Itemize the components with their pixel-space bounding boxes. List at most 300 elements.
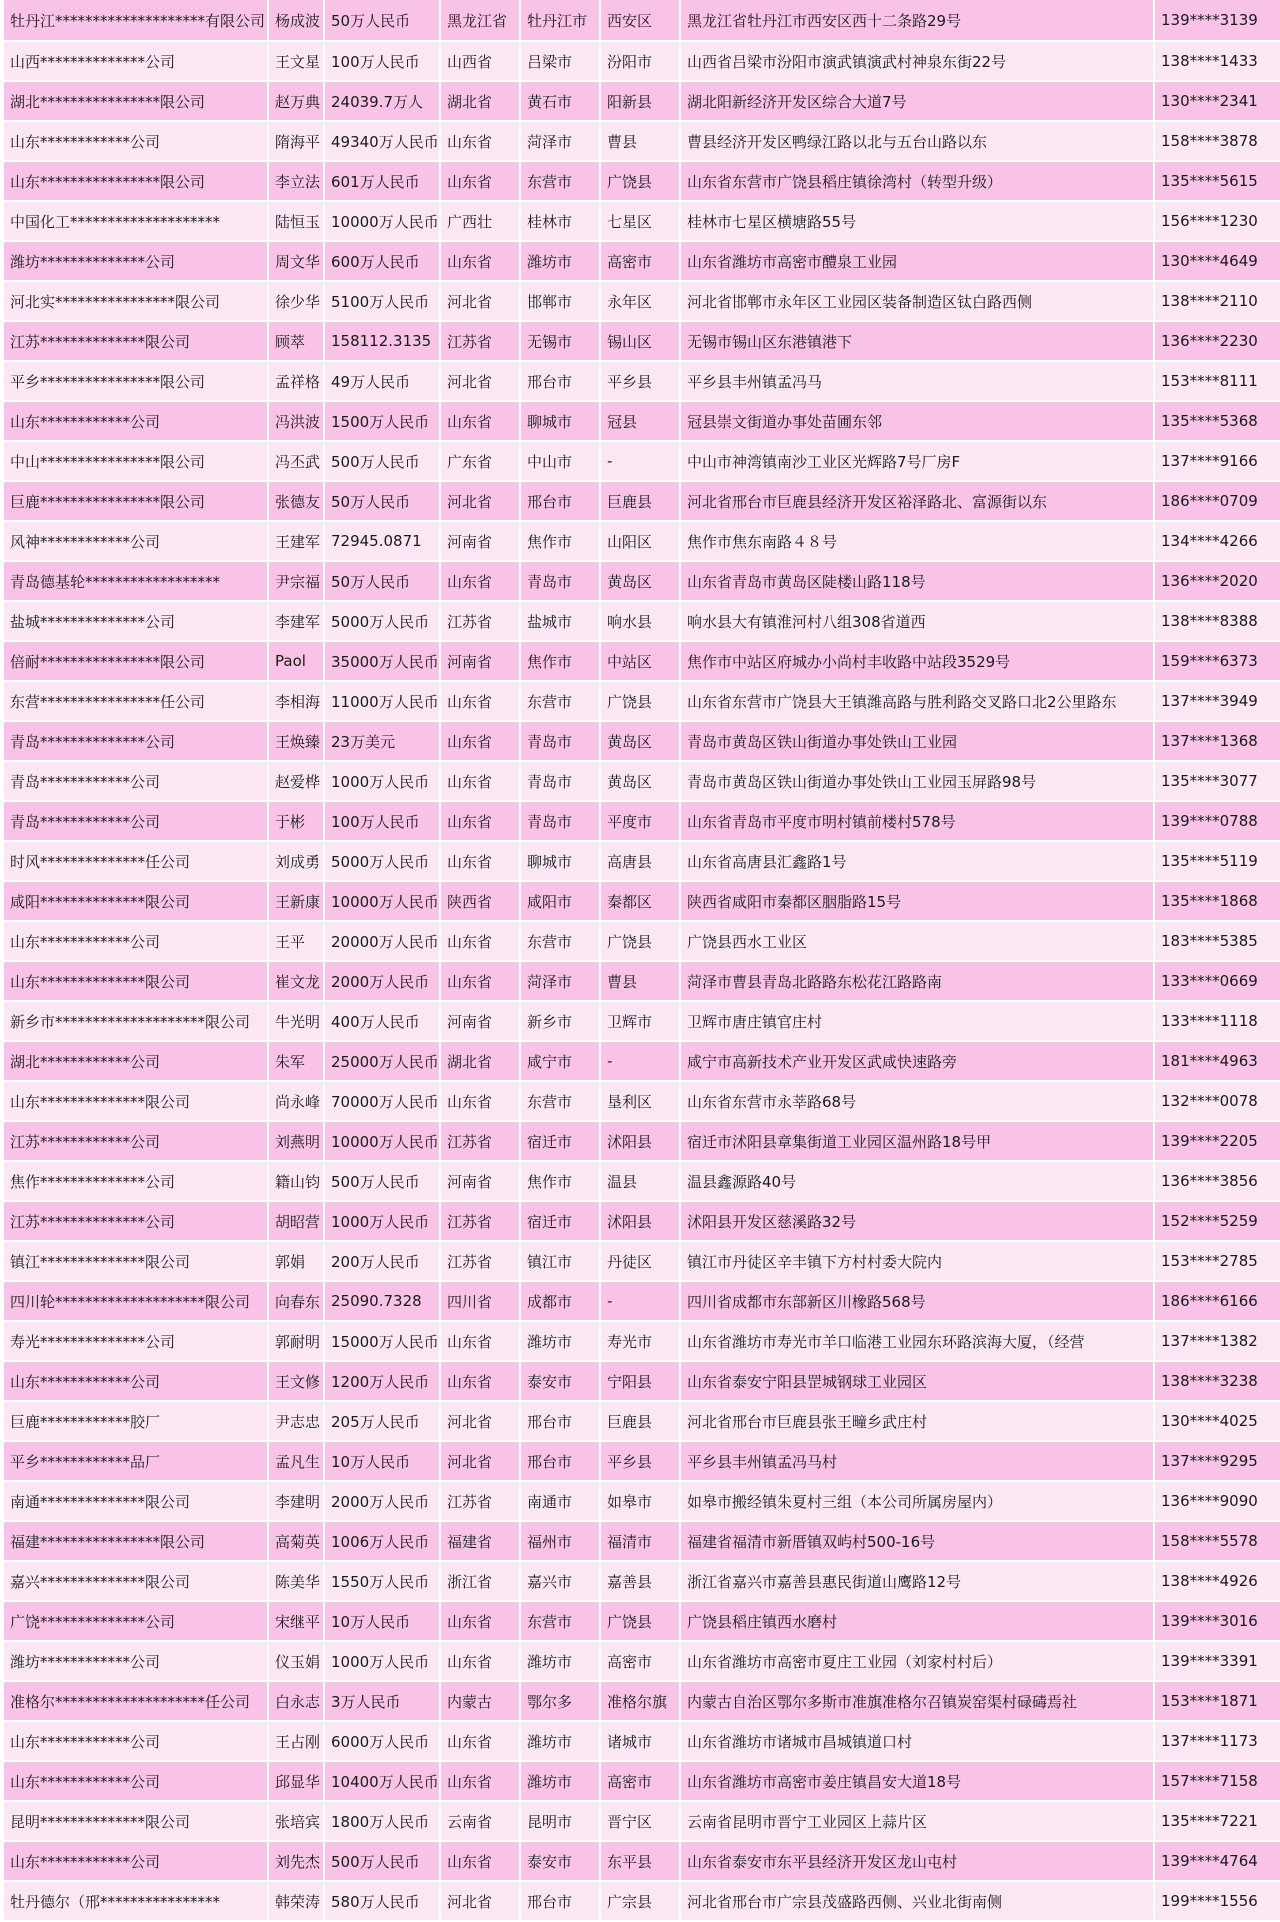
registered-capital-cell: 5000万人民币 bbox=[325, 602, 439, 642]
legal-rep-cell: 陆恒玉 bbox=[269, 202, 323, 242]
phone-cell: 156****1230 bbox=[1155, 202, 1280, 242]
phone-cell: 139****2205 bbox=[1155, 1122, 1280, 1162]
province-cell: 江苏省 bbox=[441, 602, 519, 642]
district-cell: 锡山区 bbox=[601, 322, 679, 362]
city-cell: 泰安市 bbox=[521, 1842, 599, 1882]
company-name-cell: 南通**************限公司 bbox=[4, 1482, 267, 1522]
company-name-cell: 山东****************限公司 bbox=[4, 162, 267, 202]
table-row bbox=[4, 682, 1280, 722]
legal-rep-cell: 王焕臻 bbox=[269, 722, 323, 762]
legal-rep-cell: 王占刚 bbox=[269, 1722, 323, 1762]
phone-cell: 130****2341 bbox=[1155, 82, 1280, 122]
province-cell: 山东省 bbox=[441, 962, 519, 1002]
phone-cell: 153****2785 bbox=[1155, 1242, 1280, 1282]
phone-cell: 130****4025 bbox=[1155, 1402, 1280, 1442]
province-cell: 山东省 bbox=[441, 1642, 519, 1682]
registered-capital-cell: 500万人民币 bbox=[325, 1842, 439, 1882]
city-cell: 焦作市 bbox=[521, 522, 599, 562]
phone-cell: 132****0078 bbox=[1155, 1082, 1280, 1122]
company-name-cell: 湖北****************限公司 bbox=[4, 82, 267, 122]
phone-cell: 136****2230 bbox=[1155, 322, 1280, 362]
company-name-cell: 山东************公司 bbox=[4, 1722, 267, 1762]
legal-rep-cell: 牛光明 bbox=[269, 1002, 323, 1042]
phone-cell: 136****2020 bbox=[1155, 562, 1280, 602]
province-cell: 内蒙古 bbox=[441, 1682, 519, 1722]
registered-capital-cell: 10000万人民币 bbox=[325, 1122, 439, 1162]
table-row bbox=[4, 722, 1280, 762]
address-cell: 卫辉市唐庄镇官庄村 bbox=[681, 1002, 1153, 1042]
legal-rep-cell: 王文修 bbox=[269, 1362, 323, 1402]
phone-cell: 157****7158 bbox=[1155, 1762, 1280, 1802]
city-cell: 昆明市 bbox=[521, 1802, 599, 1842]
phone-cell: 186****0709 bbox=[1155, 482, 1280, 522]
province-cell: 河南省 bbox=[441, 642, 519, 682]
legal-rep-cell: 高菊英 bbox=[269, 1522, 323, 1562]
province-cell: 江苏省 bbox=[441, 1482, 519, 1522]
legal-rep-cell: 宋继平 bbox=[269, 1602, 323, 1642]
city-cell: 咸宁市 bbox=[521, 1042, 599, 1082]
district-cell: 晋宁区 bbox=[601, 1802, 679, 1842]
province-cell: 山东省 bbox=[441, 242, 519, 282]
address-cell: 河北省邯郸市永年区工业园区装备制造区钛白路西侧 bbox=[681, 282, 1153, 322]
phone-cell: 137****9166 bbox=[1155, 442, 1280, 482]
district-cell: 沭阳县 bbox=[601, 1202, 679, 1242]
phone-cell: 153****1871 bbox=[1155, 1682, 1280, 1722]
legal-rep-cell: 周文华 bbox=[269, 242, 323, 282]
city-cell: 聊城市 bbox=[521, 402, 599, 442]
legal-rep-cell: 仪玉娟 bbox=[269, 1642, 323, 1682]
address-cell: 内蒙古自治区鄂尔多斯市准旗准格尔召镇炭窑渠村碌碡焉社 bbox=[681, 1682, 1153, 1722]
company-name-cell: 山东**************限公司 bbox=[4, 1082, 267, 1122]
district-cell: 广饶县 bbox=[601, 922, 679, 962]
province-cell: 河北省 bbox=[441, 1442, 519, 1482]
registered-capital-cell: 24039.7万人 bbox=[325, 82, 439, 122]
registered-capital-cell: 1800万人民币 bbox=[325, 1802, 439, 1842]
district-cell: 宁阳县 bbox=[601, 1362, 679, 1402]
legal-rep-cell: 崔文龙 bbox=[269, 962, 323, 1002]
district-cell: 东平县 bbox=[601, 1842, 679, 1882]
company-name-cell: 镇江**************限公司 bbox=[4, 1242, 267, 1282]
city-cell: 焦作市 bbox=[521, 642, 599, 682]
city-cell: 东营市 bbox=[521, 1082, 599, 1122]
table-row bbox=[4, 762, 1280, 802]
registered-capital-cell: 500万人民币 bbox=[325, 1162, 439, 1202]
registered-capital-cell: 200万人民币 bbox=[325, 1242, 439, 1282]
table-row bbox=[4, 162, 1280, 202]
address-cell: 山东省青岛市平度市明村镇前楼村578号 bbox=[681, 802, 1153, 842]
district-cell: - bbox=[601, 442, 679, 482]
city-cell: 黄石市 bbox=[521, 82, 599, 122]
province-cell: 河南省 bbox=[441, 1002, 519, 1042]
company-name-cell: 寿光**************公司 bbox=[4, 1322, 267, 1362]
company-name-cell: 中国化工******************** bbox=[4, 202, 267, 242]
registered-capital-cell: 6000万人民币 bbox=[325, 1722, 439, 1762]
address-cell: 四川省成都市东部新区川橡路568号 bbox=[681, 1282, 1153, 1322]
province-cell: 山东省 bbox=[441, 122, 519, 162]
phone-cell: 137****1173 bbox=[1155, 1722, 1280, 1762]
table-row bbox=[4, 1402, 1280, 1442]
address-cell: 黑龙江省牡丹江市西安区西十二条路29号 bbox=[681, 0, 1153, 42]
company-name-cell: 平乡************品厂 bbox=[4, 1442, 267, 1482]
address-cell: 山东省东营市永莘路68号 bbox=[681, 1082, 1153, 1122]
phone-cell: 152****5259 bbox=[1155, 1202, 1280, 1242]
registered-capital-cell: 1000万人民币 bbox=[325, 1202, 439, 1242]
table-row bbox=[4, 602, 1280, 642]
address-cell: 云南省昆明市晋宁工业园区上蒜片区 bbox=[681, 1802, 1153, 1842]
table-row bbox=[4, 1122, 1280, 1162]
phone-cell: 130****4649 bbox=[1155, 242, 1280, 282]
table-row bbox=[4, 1202, 1280, 1242]
address-cell: 沭阳县开发区慈溪路32号 bbox=[681, 1202, 1153, 1242]
company-name-cell: 牡丹江********************有限公司 bbox=[4, 0, 267, 42]
registered-capital-cell: 20000万人民币 bbox=[325, 922, 439, 962]
registered-capital-cell: 10万人民币 bbox=[325, 1602, 439, 1642]
district-cell: 黄岛区 bbox=[601, 562, 679, 602]
province-cell: 山东省 bbox=[441, 1842, 519, 1882]
company-name-cell: 山东**************限公司 bbox=[4, 962, 267, 1002]
legal-rep-cell: 刘燕明 bbox=[269, 1122, 323, 1162]
district-cell: 卫辉市 bbox=[601, 1002, 679, 1042]
phone-cell: 137****1368 bbox=[1155, 722, 1280, 762]
province-cell: 山东省 bbox=[441, 802, 519, 842]
city-cell: 东营市 bbox=[521, 922, 599, 962]
company-name-cell: 盐城**************公司 bbox=[4, 602, 267, 642]
table-row bbox=[4, 242, 1280, 282]
legal-rep-cell: 邱显华 bbox=[269, 1762, 323, 1802]
province-cell: 江苏省 bbox=[441, 322, 519, 362]
legal-rep-cell: 赵万典 bbox=[269, 82, 323, 122]
phone-cell: 183****5385 bbox=[1155, 922, 1280, 962]
province-cell: 江苏省 bbox=[441, 1242, 519, 1282]
district-cell: 巨鹿县 bbox=[601, 1402, 679, 1442]
address-cell: 湖北阳新经济开发区综合大道7号 bbox=[681, 82, 1153, 122]
city-cell: 盐城市 bbox=[521, 602, 599, 642]
registered-capital-cell: 25090.7328 bbox=[325, 1282, 439, 1322]
legal-rep-cell: Paol bbox=[269, 642, 323, 682]
table-row bbox=[4, 1002, 1280, 1042]
city-cell: 南通市 bbox=[521, 1482, 599, 1522]
phone-cell: 133****0669 bbox=[1155, 962, 1280, 1002]
city-cell: 潍坊市 bbox=[521, 1722, 599, 1762]
table-row bbox=[4, 1802, 1280, 1842]
address-cell: 河北省邢台市巨鹿县经济开发区裕泽路北、富源街以东 bbox=[681, 482, 1153, 522]
address-cell: 镇江市丹徒区辛丰镇下方村村委大院内 bbox=[681, 1242, 1153, 1282]
registered-capital-cell: 100万人民币 bbox=[325, 42, 439, 82]
legal-rep-cell: 郭娟 bbox=[269, 1242, 323, 1282]
district-cell: - bbox=[601, 1042, 679, 1082]
phone-cell: 136****9090 bbox=[1155, 1482, 1280, 1522]
registered-capital-cell: 10万人民币 bbox=[325, 1442, 439, 1482]
address-cell: 青岛市黄岛区铁山街道办事处铁山工业园 bbox=[681, 722, 1153, 762]
registered-capital-cell: 2000万人民币 bbox=[325, 1482, 439, 1522]
city-cell: 鄂尔多 bbox=[521, 1682, 599, 1722]
table-row bbox=[4, 1682, 1280, 1722]
legal-rep-cell: 冯丕武 bbox=[269, 442, 323, 482]
registered-capital-cell: 3万人民币 bbox=[325, 1682, 439, 1722]
address-cell: 响水县大有镇淮河村八组308省道西 bbox=[681, 602, 1153, 642]
address-cell: 青岛市黄岛区铁山街道办事处铁山工业园玉屏路98号 bbox=[681, 762, 1153, 802]
registered-capital-cell: 100万人民币 bbox=[325, 802, 439, 842]
registered-capital-cell: 580万人民币 bbox=[325, 1882, 439, 1922]
province-cell: 江苏省 bbox=[441, 1202, 519, 1242]
district-cell: 广饶县 bbox=[601, 682, 679, 722]
table-row bbox=[4, 42, 1280, 82]
city-cell: 青岛市 bbox=[521, 562, 599, 602]
table-row bbox=[4, 1082, 1280, 1122]
address-cell: 平乡县丰州镇孟冯马村 bbox=[681, 1442, 1153, 1482]
phone-cell: 138****4926 bbox=[1155, 1562, 1280, 1602]
phone-cell: 135****3077 bbox=[1155, 762, 1280, 802]
table-row bbox=[4, 402, 1280, 442]
registered-capital-cell: 500万人民币 bbox=[325, 442, 439, 482]
city-cell: 成都市 bbox=[521, 1282, 599, 1322]
phone-cell: 135****5615 bbox=[1155, 162, 1280, 202]
legal-rep-cell: 王平 bbox=[269, 922, 323, 962]
table-row bbox=[4, 562, 1280, 602]
legal-rep-cell: 杨成波 bbox=[269, 0, 323, 42]
table-row bbox=[4, 922, 1280, 962]
legal-rep-cell: 向春东 bbox=[269, 1282, 323, 1322]
registered-capital-cell: 11000万人民币 bbox=[325, 682, 439, 722]
legal-rep-cell: 顾萃 bbox=[269, 322, 323, 362]
city-cell: 菏泽市 bbox=[521, 122, 599, 162]
company-name-cell: 四川轮********************限公司 bbox=[4, 1282, 267, 1322]
district-cell: 诸城市 bbox=[601, 1722, 679, 1762]
registered-capital-cell: 70000万人民币 bbox=[325, 1082, 439, 1122]
legal-rep-cell: 徐少华 bbox=[269, 282, 323, 322]
company-table bbox=[2, 0, 1280, 1922]
province-cell: 陕西省 bbox=[441, 882, 519, 922]
company-name-cell: 湖北************公司 bbox=[4, 1042, 267, 1082]
district-cell: 阳新县 bbox=[601, 82, 679, 122]
district-cell: 冠县 bbox=[601, 402, 679, 442]
registered-capital-cell: 72945.0871 bbox=[325, 522, 439, 562]
province-cell: 浙江省 bbox=[441, 1562, 519, 1602]
table-row bbox=[4, 1722, 1280, 1762]
district-cell: 垦利区 bbox=[601, 1082, 679, 1122]
registered-capital-cell: 400万人民币 bbox=[325, 1002, 439, 1042]
phone-cell: 134****4266 bbox=[1155, 522, 1280, 562]
province-cell: 河南省 bbox=[441, 522, 519, 562]
table-row bbox=[4, 1162, 1280, 1202]
city-cell: 潍坊市 bbox=[521, 1642, 599, 1682]
province-cell: 山东省 bbox=[441, 1602, 519, 1642]
address-cell: 山东省潍坊市高密市夏庄工业园（刘家村村后） bbox=[681, 1642, 1153, 1682]
registered-capital-cell: 1000万人民币 bbox=[325, 1642, 439, 1682]
table-row bbox=[4, 1442, 1280, 1482]
province-cell: 山东省 bbox=[441, 1322, 519, 1362]
district-cell: 中站区 bbox=[601, 642, 679, 682]
legal-rep-cell: 刘先杰 bbox=[269, 1842, 323, 1882]
district-cell: 高密市 bbox=[601, 1762, 679, 1802]
registered-capital-cell: 2000万人民币 bbox=[325, 962, 439, 1002]
address-cell: 宿迁市沭阳县章集街道工业园区温州路18号甲 bbox=[681, 1122, 1153, 1162]
province-cell: 河南省 bbox=[441, 1162, 519, 1202]
city-cell: 镇江市 bbox=[521, 1242, 599, 1282]
company-name-cell: 嘉兴**************限公司 bbox=[4, 1562, 267, 1602]
phone-cell: 139****3139 bbox=[1155, 0, 1280, 42]
district-cell: 温县 bbox=[601, 1162, 679, 1202]
province-cell: 山东省 bbox=[441, 922, 519, 962]
phone-cell: 135****1868 bbox=[1155, 882, 1280, 922]
city-cell: 菏泽市 bbox=[521, 962, 599, 1002]
company-name-cell: 平乡****************限公司 bbox=[4, 362, 267, 402]
company-name-cell: 倍耐****************限公司 bbox=[4, 642, 267, 682]
district-cell: 丹徒区 bbox=[601, 1242, 679, 1282]
district-cell: 巨鹿县 bbox=[601, 482, 679, 522]
address-cell: 山东省泰安宁阳县罡城钢球工业园区 bbox=[681, 1362, 1153, 1402]
legal-rep-cell: 刘成勇 bbox=[269, 842, 323, 882]
registered-capital-cell: 5000万人民币 bbox=[325, 842, 439, 882]
address-cell: 河北省邢台市巨鹿县张王疃乡武庄村 bbox=[681, 1402, 1153, 1442]
company-name-cell: 广饶**************公司 bbox=[4, 1602, 267, 1642]
phone-cell: 158****5578 bbox=[1155, 1522, 1280, 1562]
legal-rep-cell: 赵爱桦 bbox=[269, 762, 323, 802]
registered-capital-cell: 601万人民币 bbox=[325, 162, 439, 202]
district-cell: 平乡县 bbox=[601, 362, 679, 402]
registered-capital-cell: 1550万人民币 bbox=[325, 1562, 439, 1602]
company-name-cell: 风神************公司 bbox=[4, 522, 267, 562]
registered-capital-cell: 50万人民币 bbox=[325, 482, 439, 522]
company-name-cell: 青岛**************公司 bbox=[4, 722, 267, 762]
province-cell: 河北省 bbox=[441, 282, 519, 322]
phone-cell: 139****0788 bbox=[1155, 802, 1280, 842]
registered-capital-cell: 49万人民币 bbox=[325, 362, 439, 402]
phone-cell: 137****1382 bbox=[1155, 1322, 1280, 1362]
company-name-cell: 山东************公司 bbox=[4, 122, 267, 162]
company-name-cell: 时风**************任公司 bbox=[4, 842, 267, 882]
company-name-cell: 山西**************公司 bbox=[4, 42, 267, 82]
district-cell: 汾阳市 bbox=[601, 42, 679, 82]
phone-cell: 135****7221 bbox=[1155, 1802, 1280, 1842]
legal-rep-cell: 尚永峰 bbox=[269, 1082, 323, 1122]
city-cell: 焦作市 bbox=[521, 1162, 599, 1202]
legal-rep-cell: 李立法 bbox=[269, 162, 323, 202]
table-row bbox=[4, 1482, 1280, 1522]
legal-rep-cell: 尹志忠 bbox=[269, 1402, 323, 1442]
province-cell: 福建省 bbox=[441, 1522, 519, 1562]
province-cell: 江苏省 bbox=[441, 1122, 519, 1162]
table-row bbox=[4, 1602, 1280, 1642]
registered-capital-cell: 5100万人民币 bbox=[325, 282, 439, 322]
district-cell: 平乡县 bbox=[601, 1442, 679, 1482]
city-cell: 聊城市 bbox=[521, 842, 599, 882]
table-row bbox=[4, 1322, 1280, 1362]
city-cell: 青岛市 bbox=[521, 762, 599, 802]
company-name-cell: 河北实****************限公司 bbox=[4, 282, 267, 322]
table-row bbox=[4, 1042, 1280, 1082]
legal-rep-cell: 郭耐明 bbox=[269, 1322, 323, 1362]
table-row bbox=[4, 882, 1280, 922]
address-cell: 广饶县西水工业区 bbox=[681, 922, 1153, 962]
table-row bbox=[4, 82, 1280, 122]
phone-cell: 138****8388 bbox=[1155, 602, 1280, 642]
city-cell: 邢台市 bbox=[521, 1882, 599, 1922]
company-name-cell: 东营****************任公司 bbox=[4, 682, 267, 722]
phone-cell: 158****3878 bbox=[1155, 122, 1280, 162]
city-cell: 牡丹江市 bbox=[521, 0, 599, 42]
registered-capital-cell: 600万人民币 bbox=[325, 242, 439, 282]
province-cell: 山东省 bbox=[441, 842, 519, 882]
province-cell: 山西省 bbox=[441, 42, 519, 82]
address-cell: 无锡市锡山区东港镇港下 bbox=[681, 322, 1153, 362]
registered-capital-cell: 205万人民币 bbox=[325, 1402, 439, 1442]
registered-capital-cell: 10000万人民币 bbox=[325, 882, 439, 922]
registered-capital-cell: 158112.3135 bbox=[325, 322, 439, 362]
province-cell: 山东省 bbox=[441, 1722, 519, 1762]
phone-cell: 181****4963 bbox=[1155, 1042, 1280, 1082]
address-cell: 山东省潍坊市高密市姜庄镇昌安大道18号 bbox=[681, 1762, 1153, 1802]
address-cell: 山西省吕梁市汾阳市演武镇演武村神泉东街22号 bbox=[681, 42, 1153, 82]
address-cell: 山东省东营市广饶县稻庄镇徐湾村（转型升级） bbox=[681, 162, 1153, 202]
company-name-cell: 福建****************限公司 bbox=[4, 1522, 267, 1562]
table-row bbox=[4, 802, 1280, 842]
city-cell: 桂林市 bbox=[521, 202, 599, 242]
address-cell: 山东省青岛市黄岛区陡楼山路118号 bbox=[681, 562, 1153, 602]
province-cell: 山东省 bbox=[441, 562, 519, 602]
province-cell: 黑龙江省 bbox=[441, 0, 519, 42]
table-row bbox=[4, 642, 1280, 682]
table-row bbox=[4, 1522, 1280, 1562]
address-cell: 山东省潍坊市高密市醴泉工业园 bbox=[681, 242, 1153, 282]
table-row bbox=[4, 1282, 1280, 1322]
province-cell: 山东省 bbox=[441, 162, 519, 202]
district-cell: 黄岛区 bbox=[601, 722, 679, 762]
address-cell: 中山市神湾镇南沙工业区光辉路7号厂房F bbox=[681, 442, 1153, 482]
legal-rep-cell: 张德友 bbox=[269, 482, 323, 522]
address-cell: 陕西省咸阳市秦都区胭脂路15号 bbox=[681, 882, 1153, 922]
district-cell: 高唐县 bbox=[601, 842, 679, 882]
company-name-cell: 青岛************公司 bbox=[4, 762, 267, 802]
legal-rep-cell: 隋海平 bbox=[269, 122, 323, 162]
province-cell: 山东省 bbox=[441, 1082, 519, 1122]
company-name-cell: 山东************公司 bbox=[4, 1842, 267, 1882]
company-name-cell: 焦作**************公司 bbox=[4, 1162, 267, 1202]
registered-capital-cell: 50万人民币 bbox=[325, 0, 439, 42]
company-name-cell: 中山****************限公司 bbox=[4, 442, 267, 482]
phone-cell: 153****8111 bbox=[1155, 362, 1280, 402]
district-cell: 秦都区 bbox=[601, 882, 679, 922]
company-name-cell: 牡丹德尔（邢**************** bbox=[4, 1882, 267, 1922]
district-cell: 准格尔旗 bbox=[601, 1682, 679, 1722]
company-name-cell: 山东************公司 bbox=[4, 402, 267, 442]
province-cell: 湖北省 bbox=[441, 82, 519, 122]
address-cell: 咸宁市高新技术产业开发区武咸快速路旁 bbox=[681, 1042, 1153, 1082]
address-cell: 山东省泰安市东平县经济开发区龙山屯村 bbox=[681, 1842, 1153, 1882]
district-cell: 广饶县 bbox=[601, 1602, 679, 1642]
table-row bbox=[4, 1882, 1280, 1922]
legal-rep-cell: 于彬 bbox=[269, 802, 323, 842]
table-row bbox=[4, 0, 1280, 42]
province-cell: 河北省 bbox=[441, 1402, 519, 1442]
city-cell: 潍坊市 bbox=[521, 1762, 599, 1802]
legal-rep-cell: 胡昭营 bbox=[269, 1202, 323, 1242]
legal-rep-cell: 韩荣涛 bbox=[269, 1882, 323, 1922]
address-cell: 山东省高唐县汇鑫路1号 bbox=[681, 842, 1153, 882]
legal-rep-cell: 李建军 bbox=[269, 602, 323, 642]
province-cell: 河北省 bbox=[441, 362, 519, 402]
province-cell: 山东省 bbox=[441, 682, 519, 722]
city-cell: 潍坊市 bbox=[521, 242, 599, 282]
city-cell: 泰安市 bbox=[521, 1362, 599, 1402]
district-cell: 永年区 bbox=[601, 282, 679, 322]
district-cell: 山阳区 bbox=[601, 522, 679, 562]
table-row bbox=[4, 1362, 1280, 1402]
province-cell: 山东省 bbox=[441, 402, 519, 442]
phone-cell: 137****3949 bbox=[1155, 682, 1280, 722]
legal-rep-cell: 白永志 bbox=[269, 1682, 323, 1722]
table-row bbox=[4, 1842, 1280, 1882]
